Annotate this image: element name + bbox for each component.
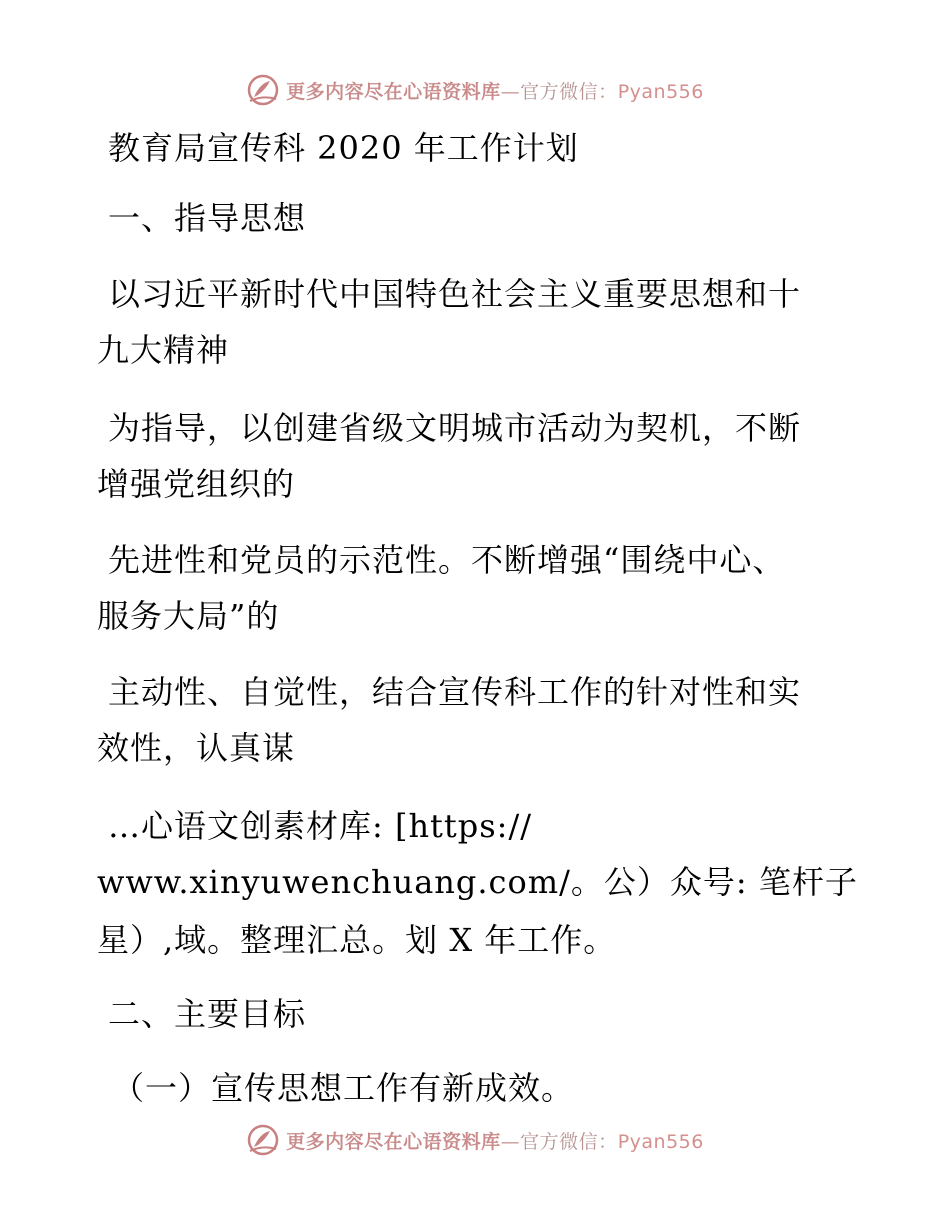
paragraph-line: 先进性和党员的示范性。不断增强“围绕中心、 — [108, 541, 786, 579]
paragraph-line: …心语文创素材库: [https:// — [108, 807, 533, 845]
section-heading-2: 二、主要目标 — [108, 995, 307, 1033]
watermark-dash: — — [500, 80, 521, 103]
watermark-banner-content — [246, 73, 704, 107]
paragraph-line: 增强党组织的 — [97, 465, 296, 503]
watermark-banner-top — [0, 70, 950, 110]
pen-logo-icon — [246, 73, 280, 107]
watermark-dash: — — [500, 1130, 521, 1153]
subsection-heading: （一）宣传思想工作有新成效。 — [112, 1069, 575, 1107]
pen-logo-icon — [246, 1123, 280, 1157]
watermark-banner-content — [246, 1123, 704, 1157]
document-title: 教育局宣传科 2020 年工作计划 — [108, 129, 579, 167]
paragraph-line: 九大精神 — [97, 331, 230, 369]
watermark-text — [286, 77, 704, 104]
section-heading-1: 一、指导思想 — [108, 199, 307, 237]
watermark-text — [286, 1127, 704, 1154]
watermark-wechat-id: Pyan556 — [617, 1130, 704, 1153]
paragraph-line: 效性，认真谋 — [97, 729, 296, 767]
paragraph-line: 星）,域。整理汇总。划 X 年工作。 — [97, 921, 617, 959]
paragraph-line: 为指导，以创建省级文明城市活动为契机，不断 — [108, 409, 802, 447]
paragraph-line: 主动性、自觉性，结合宣传科工作的针对性和实 — [108, 673, 802, 711]
watermark-banner-bottom — [0, 1120, 950, 1160]
watermark-official-label: 官方微信： — [520, 80, 618, 103]
watermark-official-label: 官方微信： — [520, 1130, 618, 1153]
paragraph-line: 以习近平新时代中国特色社会主义重要思想和十 — [108, 275, 802, 313]
watermark-wechat-id: Pyan556 — [617, 80, 704, 103]
paragraph-line: www.xinyuwenchuang.com/。公）众号: 笔杆子 — [97, 863, 858, 901]
watermark-main-text: 更多内容尽在心语资料库 — [286, 80, 501, 103]
paragraph-line: 服务大局”的 — [97, 597, 280, 635]
watermark-main-text: 更多内容尽在心语资料库 — [286, 1130, 501, 1153]
